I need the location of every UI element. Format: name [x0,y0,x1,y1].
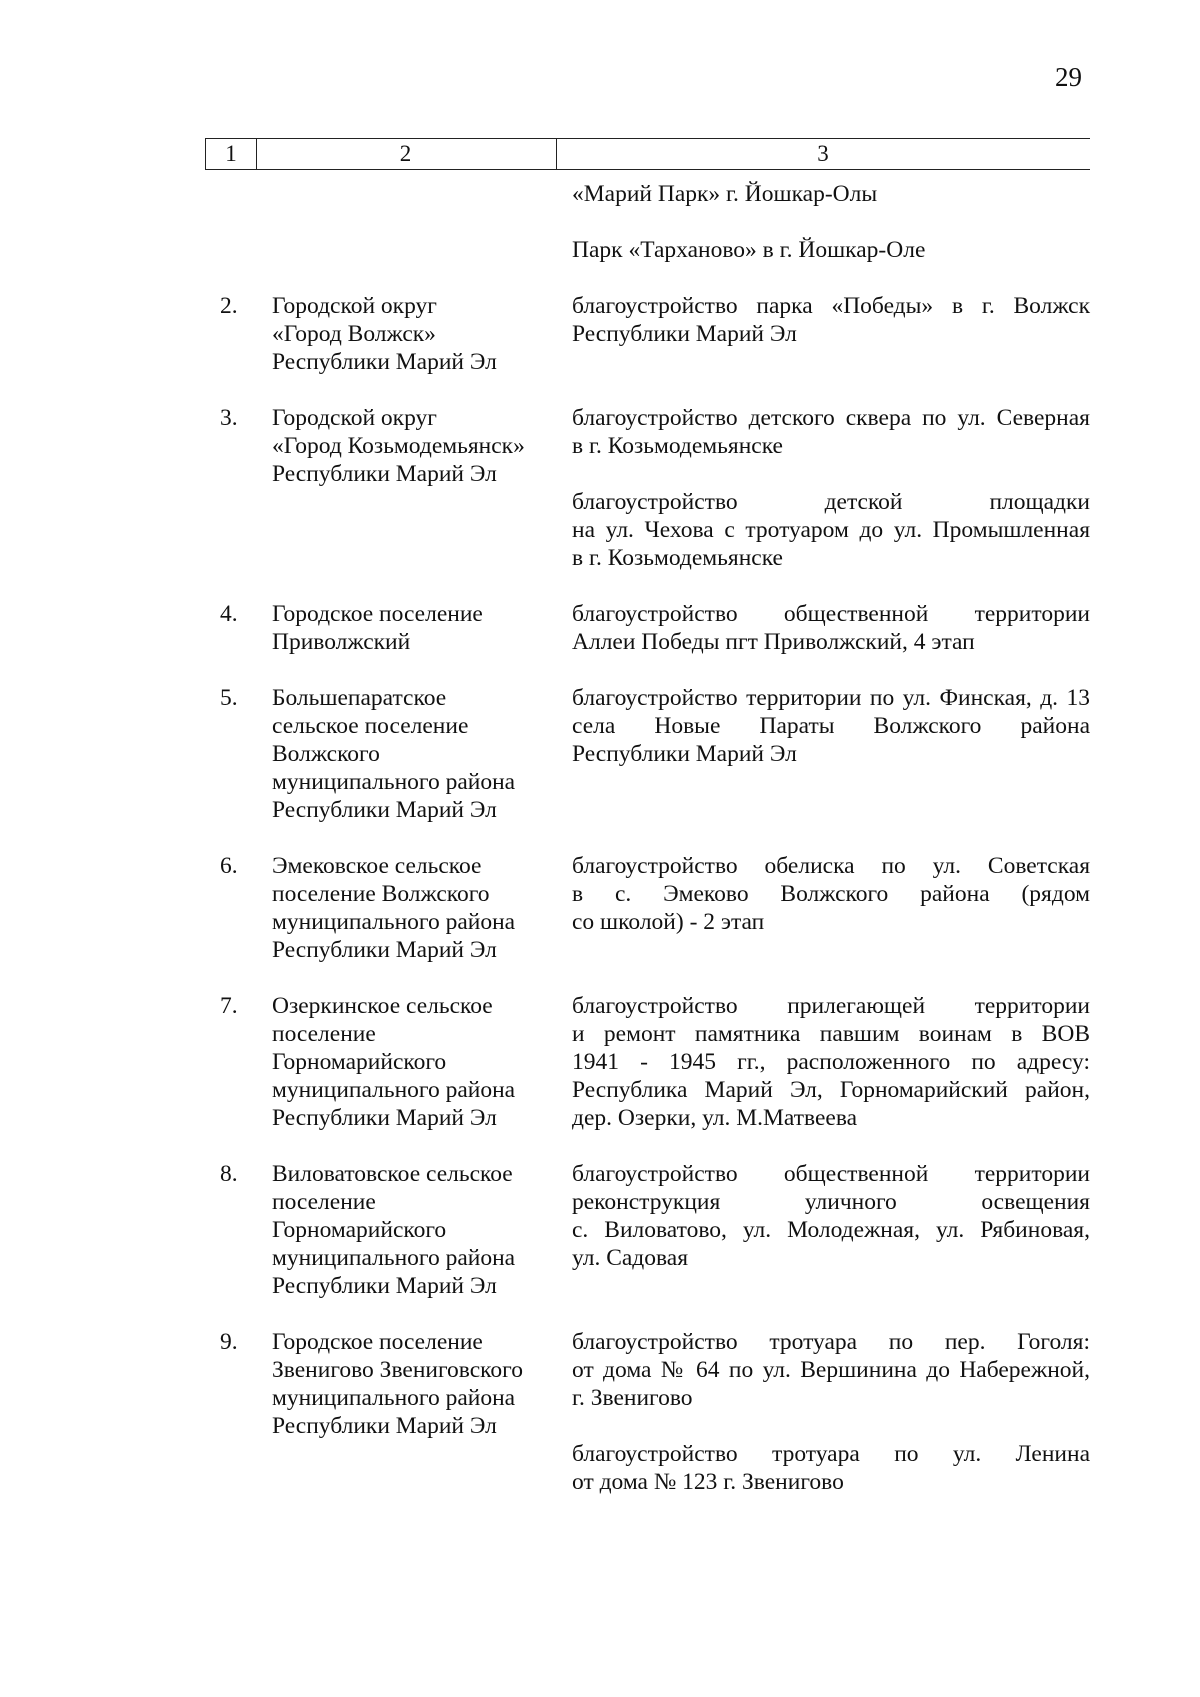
project-list [548,404,1090,572]
row-number [205,180,252,264]
municipality-line: муниципального района [272,1077,516,1103]
municipality-line: Республики Марий Эл [272,937,497,963]
municipality-name [252,852,548,964]
municipality-name [252,1328,548,1496]
header-col-3: 3 [817,141,829,166]
project-description [572,180,1090,208]
row-number: 4. [220,601,238,627]
project-line: благоустройство общественной территории [572,601,1090,627]
project-line: благоустройство детской площадки [572,489,1090,515]
project-description [572,292,1090,348]
municipality-line: Республики Марий Эл [272,1273,497,1299]
project-description [572,684,1090,768]
table-row [205,1160,1090,1300]
row-number: 3. [220,405,238,431]
municipality-line: Республики Марий Эл [272,461,497,487]
project-line: со школой) - 2 этап [572,909,765,935]
project-line: Республики Марий Эл [572,741,797,767]
municipality-line: Горномарийского [272,1217,447,1243]
row-spacer [205,264,1090,292]
project-list [548,1160,1090,1300]
project-list [548,852,1090,964]
project-list [548,1328,1090,1496]
project-line: благоустройство территории по ул. Финская, д. 13 [572,685,1090,711]
municipality-line: сельское поселение [272,713,469,739]
municipality-line: Городское поселение [272,1329,483,1355]
municipality-line: Горномарийского [272,1049,447,1075]
municipality-line: Городское поселение [272,601,483,627]
row-spacer [205,656,1090,684]
table-row [205,1328,1090,1496]
table-header-row [205,138,1090,170]
municipality-line: Республики Марий Эл [272,797,497,823]
project-line: благоустройство детского сквера по ул. Северная [572,405,1090,431]
project-line: от дома № 123 г. Звенигово [572,1469,844,1495]
project-list [548,684,1090,824]
municipality-line: Эмековское сельское [272,853,482,879]
table-row [205,852,1090,964]
project-line: 1941 - 1945 гг., расположенного по адресу: [572,1049,1090,1075]
municipality-line: Республики Марий Эл [272,1413,497,1439]
row-spacer [205,824,1090,852]
row-number: 2. [220,293,238,319]
municipality-name [252,404,548,572]
municipality-line: поселение Волжского [272,881,490,907]
project-line: благоустройство прилегающей территории [572,993,1090,1019]
project-line: реконструкция уличного освещения [572,1189,1090,1215]
row-number: 7. [220,993,238,1019]
municipality-line: Озеркинское сельское [272,993,493,1019]
municipality-line: Большепаратское [272,685,447,711]
row-spacer [205,964,1090,992]
project-line: благоустройство тротуара по ул. Ленина [572,1441,1090,1467]
municipality-name [252,180,548,264]
row-number: 8. [220,1161,238,1187]
project-line: села Новые Параты Волжского района [572,713,1090,739]
project-description [572,1328,1090,1412]
project-description [572,1160,1090,1272]
municipality-line: муниципального района [272,769,516,795]
header-col-2: 2 [255,139,557,169]
project-description [572,992,1090,1132]
row-spacer [205,1300,1090,1328]
project-line: благоустройство парка «Победы» в г. Волжск [572,293,1090,319]
project-list [548,180,1090,264]
municipality-name [252,600,548,656]
project-line: Парк «Тарханово» в г. Йошкар-Оле [572,237,926,263]
page-number: 29 [1055,62,1082,92]
municipality-line: Республики Марий Эл [272,1105,497,1131]
municipality-name [252,684,548,824]
project-line: в г. Козьмодемьянске [572,545,783,571]
project-line: дер. Озерки, ул. М.Матвеева [572,1105,858,1131]
table-row [205,684,1090,824]
municipality-line: муниципального района [272,1245,516,1271]
municipality-line: муниципального района [272,909,516,935]
municipality-line: Виловатовское сельское [272,1161,513,1187]
project-line: г. Звенигово [572,1385,693,1411]
project-line: благоустройство тротуара по пер. Гоголя: [572,1329,1090,1355]
project-description [572,404,1090,460]
table-body [205,180,1090,1496]
project-line: с. Виловатово, ул. Молодежная, ул. Рябиновая, [572,1217,1090,1243]
project-list [548,600,1090,656]
table-row [205,600,1090,656]
project-line: Аллеи Победы пгт Приволжский, 4 этап [572,629,975,655]
project-description [572,852,1090,936]
municipality-line: поселение [272,1021,376,1047]
municipality-line: поселение [272,1189,376,1215]
row-spacer [205,572,1090,600]
project-line: и ремонт памятника павшим воинам в ВОВ [572,1021,1090,1047]
municipality-line: Городской округ [272,405,437,431]
project-line: благоустройство общественной территории [572,1161,1090,1187]
municipality-name [252,992,548,1132]
table-row [205,292,1090,376]
row-spacer [205,1132,1090,1160]
project-line: благоустройство обелиска по ул. Советская [572,853,1090,879]
row-number: 6. [220,853,238,879]
municipality-line: Звенигово Звениговского [272,1357,523,1383]
project-line: в г. Козьмодемьянске [572,433,783,459]
municipality-line: «Город Волжск» [272,321,436,347]
municipality-name [252,292,548,376]
table-row [205,180,1090,264]
row-number: 5. [220,685,238,711]
table-row [205,992,1090,1132]
project-description [572,488,1090,572]
project-description [572,600,1090,656]
project-line: «Марий Парк» г. Йошкар-Олы [572,181,878,207]
project-description [572,236,1090,264]
municipality-line: муниципального района [272,1385,516,1411]
municipality-line: «Город Козьмодемьянск» [272,433,525,459]
project-line: Республика Марий Эл, Горномарийский район, [572,1077,1090,1103]
municipality-line: Волжского [272,741,380,767]
municipality-line: Городской округ [272,293,437,319]
header-col-1: 1 [205,139,257,169]
project-line: в с. Эмеково Волжского района (рядом [572,881,1090,907]
municipality-name [252,1160,548,1300]
project-list [548,992,1090,1132]
project-line: на ул. Чехова с тротуаром до ул. Промышленная [572,517,1090,543]
municipality-line: Республики Марий Эл [272,349,497,375]
project-list [548,292,1090,376]
row-spacer [205,376,1090,404]
project-description [572,1440,1090,1496]
row-number: 9. [220,1329,238,1355]
project-line: ул. Садовая [572,1245,689,1271]
project-line: Республики Марий Эл [572,321,797,347]
municipality-line: Приволжский [272,629,411,655]
project-line: от дома № 64 по ул. Вершинина до Набережной, [572,1357,1090,1383]
table-row [205,404,1090,572]
